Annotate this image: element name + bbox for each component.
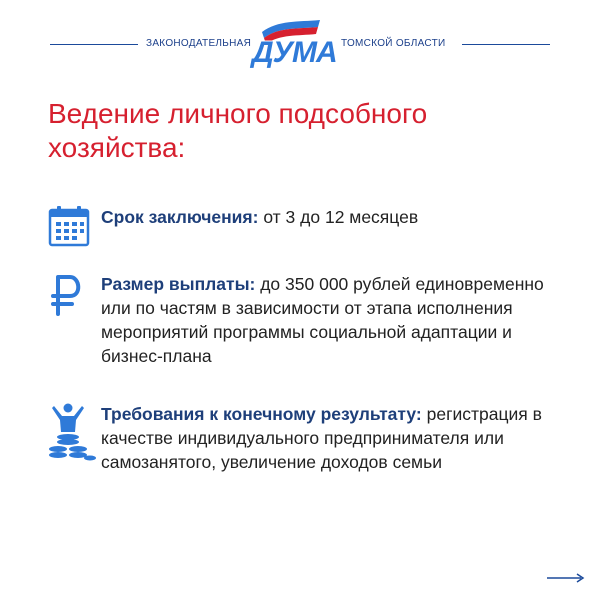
item-label: Размер выплаты: bbox=[101, 274, 256, 294]
list-item-payment bbox=[48, 272, 568, 372]
header-right-text: ТОМСКОЙ ОБЛАСТИ bbox=[341, 38, 446, 49]
logo-text: ДУМА bbox=[252, 36, 337, 69]
header bbox=[0, 18, 600, 70]
header-divider-left bbox=[50, 44, 138, 45]
list-item-text bbox=[101, 272, 571, 368]
page-title: Ведение личного подсобного хозяйства: bbox=[48, 98, 428, 163]
next-arrow-icon[interactable] bbox=[545, 570, 587, 586]
person-on-coins-icon bbox=[48, 402, 96, 467]
ruble-icon bbox=[48, 274, 90, 323]
item-label: Требования к конечному результату: bbox=[101, 404, 422, 424]
item-label: Срок заключения: bbox=[101, 207, 259, 227]
calendar-icon bbox=[48, 205, 90, 252]
item-value: до 350 000 рублей единовременно или по частям в зависимости от этапа исполнения мероприятий программы социальной адаптации и бизнес-плана bbox=[101, 274, 544, 366]
duma-logo bbox=[248, 18, 340, 69]
item-value: регистрация в качестве индивидуального предпринимателя или самозанятого, увеличение доходов семьи bbox=[101, 404, 542, 472]
list-item-requirements bbox=[48, 402, 568, 478]
header-divider-right bbox=[462, 44, 550, 45]
item-value: от 3 до 12 месяцев bbox=[258, 207, 419, 227]
list-item-text bbox=[101, 205, 571, 229]
list-item-term bbox=[48, 205, 568, 251]
list-item-text bbox=[101, 402, 571, 474]
header-left-text: ЗАКОНОДАТЕЛЬНАЯ bbox=[146, 38, 252, 49]
